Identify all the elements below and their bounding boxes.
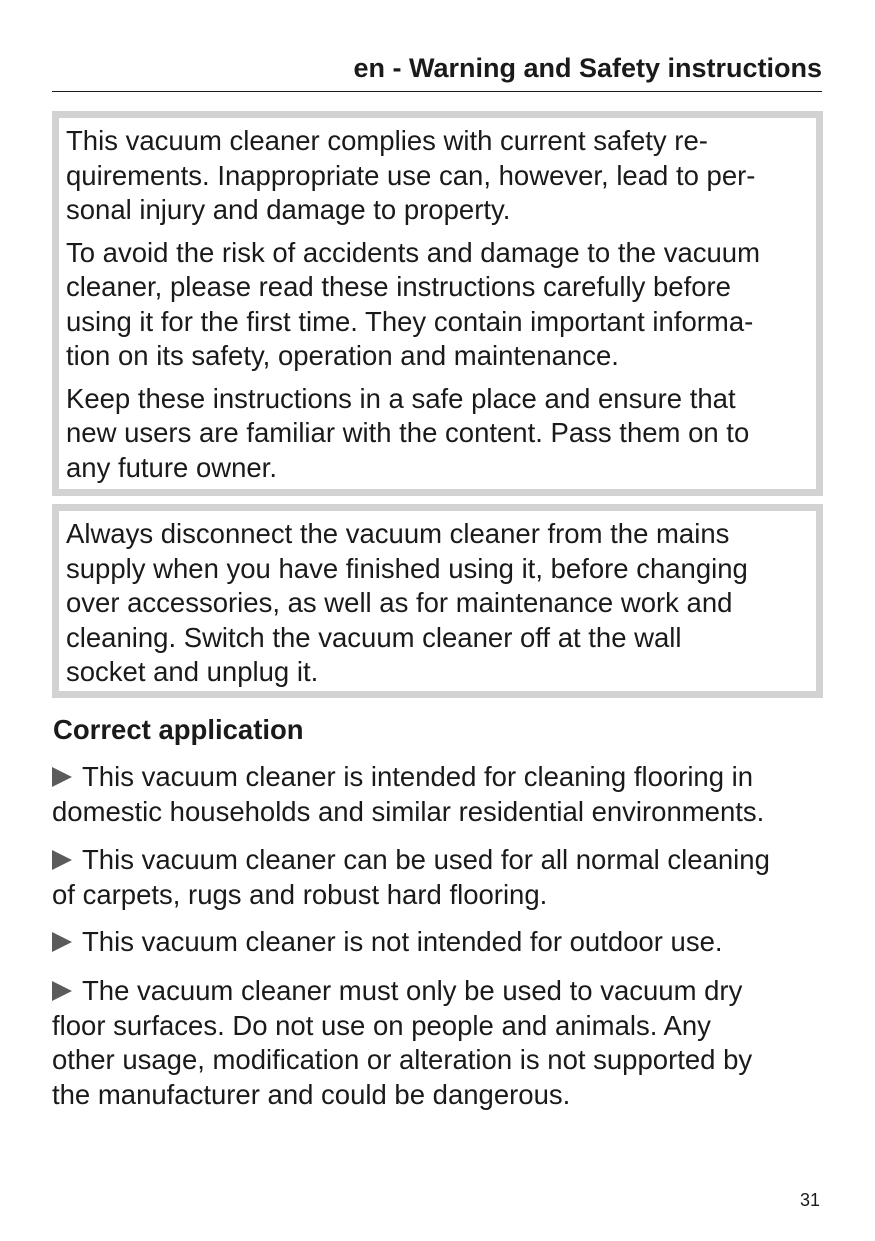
text-line: Always disconnect the vacuum cleaner from the mains bbox=[66, 518, 730, 549]
notice-paragraph bbox=[66, 124, 812, 228]
text-line: supply when you have finished using it, before changing bbox=[66, 552, 748, 584]
bullet-item bbox=[52, 974, 752, 1112]
text-line bbox=[52, 925, 723, 960]
warning-paragraph bbox=[66, 517, 812, 690]
text-line: over accessories, as well as for maintenance work and bbox=[66, 587, 733, 618]
triangle-right-icon bbox=[52, 767, 72, 787]
text-line: cleaner, please read these instructions carefully before bbox=[66, 271, 731, 302]
text-line: Keep these instructions in a safe place and ensure that bbox=[66, 382, 736, 414]
text-line bbox=[52, 843, 770, 878]
triangle-right-icon bbox=[52, 981, 72, 1001]
text-line: socket and unplug it. bbox=[66, 656, 319, 687]
text-line: To avoid the risk of accidents and damage to the vacuum bbox=[66, 236, 761, 268]
text-line: using it for the first time. They contain important informa- bbox=[66, 305, 754, 337]
bullet-item bbox=[52, 843, 770, 912]
notice-paragraph bbox=[66, 236, 812, 374]
text-line: sonal injury and damage to property. bbox=[66, 194, 511, 225]
text-line: floor surfaces. Do not use on people and animals. Any bbox=[52, 1009, 711, 1041]
bullet-item bbox=[52, 760, 764, 829]
bullet-text: The vacuum cleaner must only be used to vacuum dry bbox=[82, 975, 743, 1006]
disconnect-warning-box bbox=[52, 504, 823, 698]
text-line: This vacuum cleaner complies with current safety re- bbox=[66, 125, 708, 156]
bullet-text: This vacuum cleaner is not intended for outdoor use. bbox=[82, 926, 723, 957]
text-line: the manufacturer and could be dangerous. bbox=[52, 1078, 571, 1110]
text-line: any future owner. bbox=[66, 451, 277, 483]
bullet-item bbox=[52, 925, 723, 960]
safety-notice-box bbox=[52, 111, 823, 496]
text-line: other usage, modification or alteration is not supported by bbox=[52, 1044, 753, 1075]
text-line: domestic households and similar residential environments. bbox=[52, 795, 765, 827]
text-line: cleaning. Switch the vacuum cleaner off at the wall bbox=[66, 621, 682, 653]
triangle-right-icon bbox=[52, 850, 72, 870]
text-line: tion on its safety, operation and maintenance. bbox=[66, 340, 619, 371]
header-title: en - Warning and Safety instructions bbox=[353, 53, 822, 83]
page-header bbox=[52, 50, 822, 92]
text-line bbox=[52, 974, 752, 1009]
text-line: of carpets, rugs and robust hard flooring. bbox=[52, 878, 548, 910]
text-line bbox=[52, 760, 764, 795]
text-line: quirements. Inappropriate use can, however, lead to per- bbox=[66, 159, 756, 191]
section-heading: Correct application bbox=[53, 714, 304, 745]
bullet-text: This vacuum cleaner is intended for cleaning flooring in bbox=[82, 761, 754, 792]
triangle-right-icon bbox=[52, 932, 72, 952]
notice-paragraph bbox=[66, 382, 812, 486]
bullet-text: This vacuum cleaner can be used for all normal cleaning bbox=[82, 844, 770, 875]
text-line: new users are familiar with the content. Pass them on to bbox=[66, 417, 750, 448]
page-number: 31 bbox=[799, 1190, 820, 1210]
